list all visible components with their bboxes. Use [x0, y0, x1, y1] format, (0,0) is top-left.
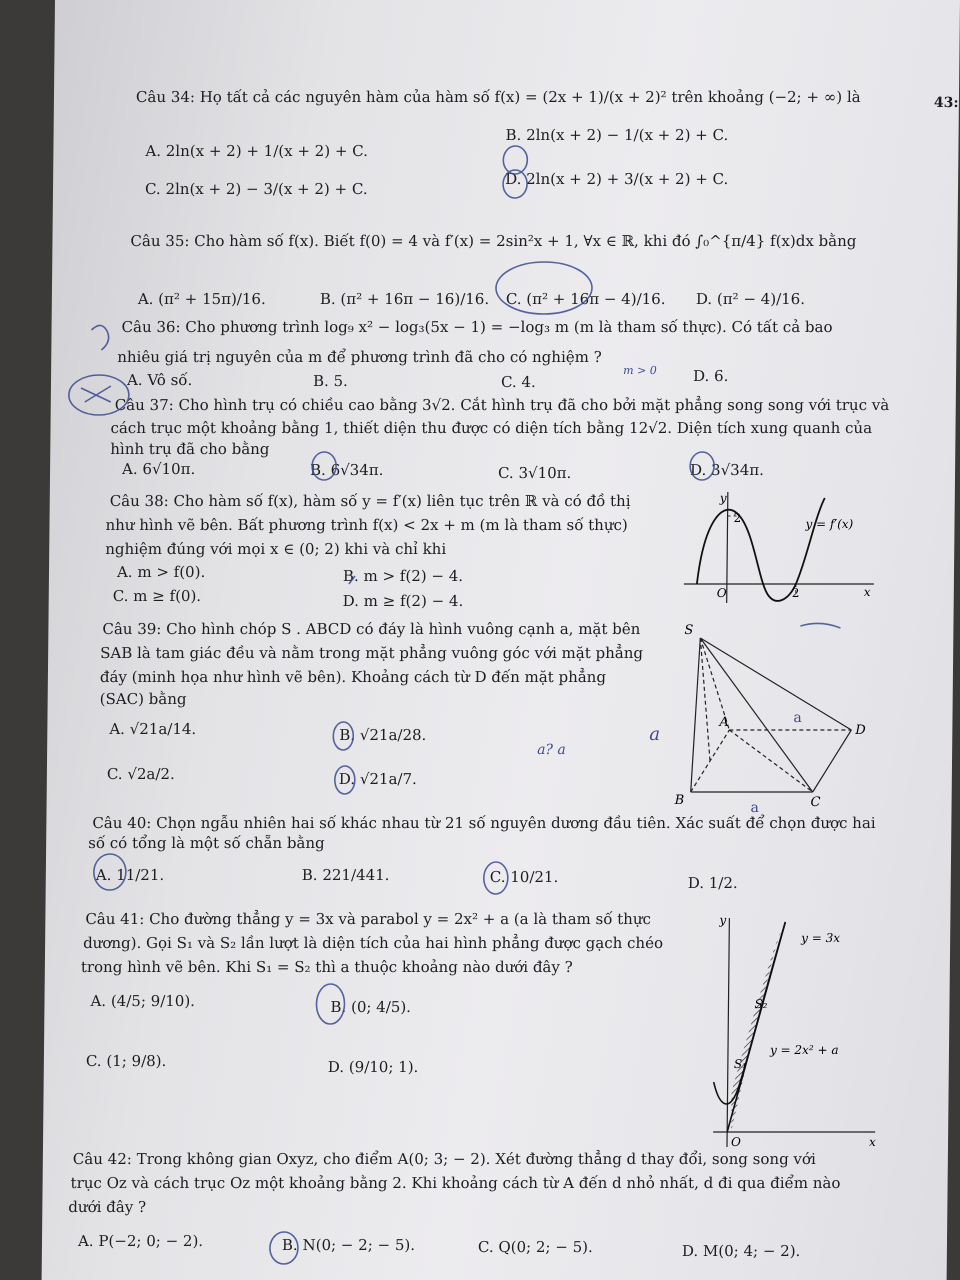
- q37-option-d: D. 3√34π.: [689, 461, 765, 479]
- q39-label-c: C: [810, 795, 821, 810]
- q40-option-d: D. 1/2.: [687, 874, 738, 892]
- q36-stem-line1: Câu 36: Cho phương trình log₉ x² − log₃(5x − 1) = −log₃ m (m là tham số thực). Có tất cả bao: [121, 318, 833, 336]
- q41-stem-line1: Câu 41: Cho đường thẳng y = 3x và parabol y = 2x² + a (a là tham số thực: [85, 910, 652, 928]
- q39-height: [699, 638, 711, 761]
- q37-option-a: A. 6√10π.: [121, 460, 196, 478]
- q41-line-label: y = 3x: [801, 931, 841, 945]
- q37-stem-line2: cách trục một khoảng bằng 1, thiết diện thu được có diện tích bằng 12√2. Diện tích xung quanh của: [110, 419, 873, 437]
- q39-handwritten-a-bottom: a: [750, 800, 759, 816]
- q35-option-c: C. (π² + 16π − 4)/16.: [505, 290, 666, 308]
- q39-edge-cd: [813, 730, 852, 792]
- q36-handwritten-note: m > 0: [623, 364, 657, 377]
- q39-label-d: D: [855, 723, 866, 738]
- q34-option-b: B. 2ln(x + 2) − 1/(x + 2) + C.: [505, 126, 729, 144]
- q39-edge-ba: [691, 730, 730, 792]
- q38-origin-label: O: [716, 586, 727, 600]
- q39-handwritten-note: a? a: [537, 742, 566, 758]
- q37-stem-line1: Câu 37: Cho hình trụ có chiều cao bằng 3√2. Cắt hình trụ đã cho bởi mặt phẳng song song với trục và: [114, 396, 890, 414]
- q42-option-c: C. Q(0; 2; − 5).: [477, 1238, 593, 1256]
- q38-option-a: A. m > f(0).: [116, 563, 206, 581]
- q34-option-d: D. 2ln(x + 2) + 3/(x + 2) + C.: [505, 170, 729, 188]
- q41-option-d: D. (9/10; 1).: [327, 1058, 419, 1076]
- q38-option-b: B. m > f(2) − 4.: [342, 567, 464, 585]
- q42-stem-line1: Câu 42: Trong không gian Oxyz, cho điểm A(0; 3; − 2). Xét đường thẳng d thay đổi, song song với: [72, 1150, 816, 1168]
- q39-stem-line3: đáy (minh họa như hình vẽ bên). Khoảng cách từ D đến mặt phẳng: [99, 668, 607, 686]
- q37-option-b: B. 6√34π.: [309, 461, 384, 479]
- q41-area-graph: [703, 912, 886, 1152]
- q42-option-a: A. P(−2; 0; − 2).: [77, 1232, 204, 1250]
- q40-option-a: A. 11/21.: [95, 866, 165, 884]
- q38-derivative-graph: [679, 488, 880, 606]
- q39-diag-ac: [729, 730, 814, 792]
- q39-option-b: B. √21a/28.: [339, 726, 427, 744]
- q41-stem-line3: trong hình vẽ bên. Khi S₁ = S₂ thì a thuộc khoảng nào dưới đây ?: [80, 958, 573, 976]
- q39-stem-line2: SAB là tam giác đều và nằm trong mặt phẳng vuông góc với mặt phẳng: [100, 644, 644, 662]
- q39-label-a: A: [719, 715, 729, 730]
- q34-stem: Câu 34: Họ tất cả các nguyên hàm của hàm số f(x) = (2x + 1)/(x + 2)² trên khoảng (−2; + ∞) là: [135, 88, 861, 106]
- q39-stem-line4: (SAC) bằng: [99, 690, 187, 708]
- q41-stem-line2: dương). Gọi S₁ và S₂ lần lượt là diện tích của hai hình phẳng được gạch chéo: [83, 934, 664, 952]
- q34-option-a: A. 2ln(x + 2) + 1/(x + 2) + C.: [145, 142, 369, 160]
- next-column-label: 43:: [933, 95, 959, 111]
- q35-option-a: A. (π² + 15π)/16.: [137, 290, 266, 308]
- q34-option-c: C. 2ln(x + 2) − 3/(x + 2) + C.: [144, 180, 368, 198]
- q39-label-b: B: [674, 793, 685, 808]
- q42-stem-line2: trục Oz và cách trục Oz một khoảng bằng 2. Khi khoảng cách từ A đến d nhỏ nhất, d đi qua điểm nào: [70, 1174, 841, 1192]
- q39-stem-line1: Câu 39: Cho hình chóp S . ABCD có đáy là hình vuông cạnh a, mặt bên: [102, 620, 641, 638]
- q41-option-b: B. (0; 4/5).: [330, 998, 412, 1016]
- q39-option-c: C. √2a/2.: [106, 765, 175, 783]
- q41-y-label: y: [719, 913, 727, 927]
- q42-option-d: D. M(0; 4; − 2).: [681, 1242, 801, 1260]
- q39-handwritten-a-top: a: [793, 710, 802, 726]
- q42-stem-line3: dưới đây ?: [68, 1198, 147, 1216]
- q38-y-axis: [727, 492, 728, 603]
- q35-option-b: B. (π² + 16π − 16)/16.: [319, 290, 490, 308]
- q39-label-s: S: [684, 623, 694, 638]
- q41-s2-label: S₂: [754, 997, 768, 1011]
- q35-stem: Câu 35: Cho hàm số f(x). Biết f(0) = 4 và f′(x) = 2sin²x + 1, ∀x ∈ ℝ, khi đó ∫₀^{π/4} f(x)dx bằng: [130, 232, 857, 250]
- q36-stem-line2: nhiêu giá trị nguyên của m để phương trình đã cho có nghiệm ?: [117, 348, 602, 366]
- q41-y-axis: [727, 918, 729, 1147]
- q41-s1-label: S₁: [733, 1057, 747, 1071]
- q40-stem-line1: Câu 40: Chọn ngẫu nhiên hai số khác nhau từ 21 số nguyên dương đầu tiên. Xác suất để chọn được hai: [92, 814, 876, 832]
- q41-parabola-label: y = 2x² + a: [769, 1043, 839, 1057]
- q36-option-d: D. 6.: [692, 367, 729, 385]
- q35-option-d: D. (π² − 4)/16.: [695, 290, 806, 308]
- q36-option-a: A. Vô số.: [126, 371, 193, 389]
- q41-option-c: C. (1; 9/8).: [85, 1052, 167, 1070]
- q38-curve-label: y = f′(x): [805, 517, 854, 531]
- q38-x-label: x: [863, 585, 871, 599]
- q38-y-label: y: [719, 491, 727, 505]
- q36-question-mark: [91, 325, 108, 350]
- q38-option-c: C. m ≥ f(0).: [112, 587, 202, 605]
- q42-option-b: B. N(0; − 2; − 5).: [281, 1236, 416, 1254]
- q39-handwritten-a-left: a: [649, 724, 661, 745]
- q38-root-label: 2: [791, 586, 800, 600]
- q40-option-b: B. 221/441.: [301, 866, 390, 884]
- q40-option-c: C. 10/21.: [489, 868, 559, 886]
- q40-stem-line2: số có tổng là một số chẵn bằng: [88, 834, 325, 852]
- q38-stem-line2: như hình vẽ bên. Bất phương trình f(x) < 2x + m (m là tham số thực): [105, 516, 628, 534]
- q37-stem-line3: hình trụ đã cho bằng: [110, 440, 270, 458]
- q38-stem-line3: nghiệm đúng với mọi x ∈ (0; 2) khi và chỉ khi: [105, 540, 447, 558]
- q41-x-label: x: [868, 1135, 876, 1149]
- q39-edge-sb: [691, 638, 701, 792]
- q39-pyramid-figure: [661, 618, 878, 816]
- q37-option-c: C. 3√10π.: [497, 464, 572, 482]
- q36-option-c: C. 4.: [500, 373, 536, 391]
- q38-peak-label: 2: [733, 511, 742, 525]
- q38-option-d: D. m ≥ f(2) − 4.: [342, 592, 464, 610]
- q41-option-a: A. (4/5; 9/10).: [90, 992, 196, 1010]
- q37-cross: [81, 386, 111, 402]
- q41-origin-label: O: [730, 1135, 741, 1149]
- q36-option-b: B. 5.: [312, 372, 348, 390]
- q39-option-a: A. √21a/14.: [109, 720, 197, 738]
- q39-option-d: D. √21a/7.: [338, 770, 417, 788]
- exam-page: [42, 0, 960, 1280]
- q38-stem-line1: Câu 38: Cho hàm số f(x), hàm số y = f′(x) liên tục trên ℝ và có đồ thị: [109, 492, 631, 510]
